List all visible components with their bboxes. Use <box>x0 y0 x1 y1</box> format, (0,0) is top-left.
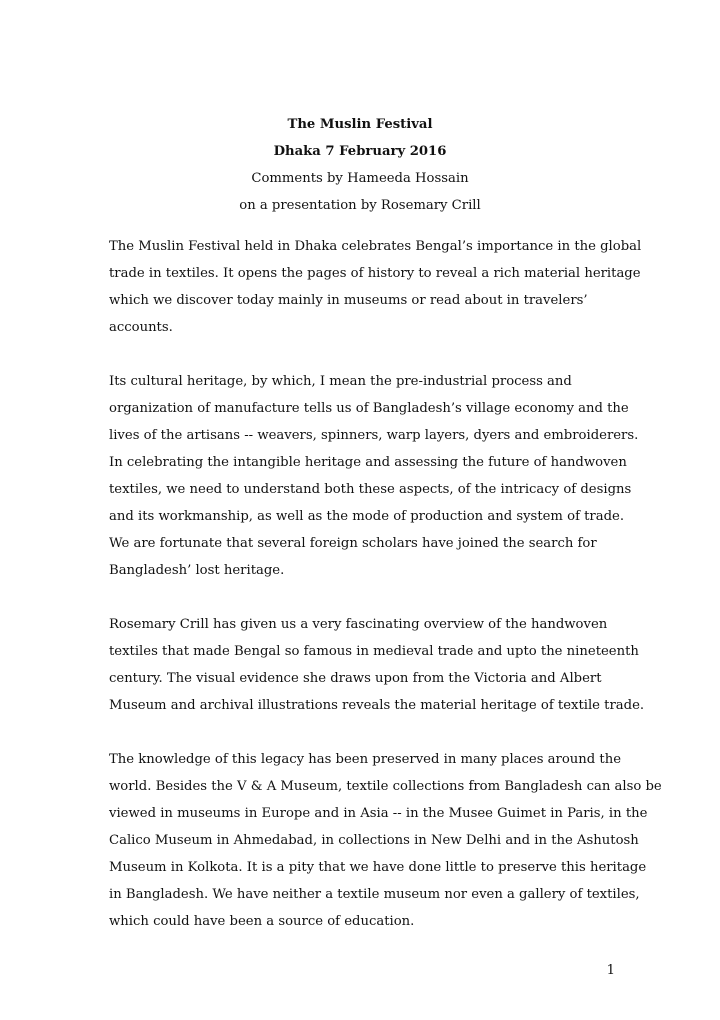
paragraph-line: accounts. <box>109 320 173 335</box>
paragraph-line: textiles that made Bengal so famous in medieval trade and upto the nineteenth <box>109 644 639 659</box>
document-header <box>0 111 720 219</box>
paragraph-line: in Bangladesh. We have neither a textile museum nor even a gallery of textiles, <box>109 887 640 902</box>
document-body <box>109 233 662 962</box>
paragraph-2 <box>109 368 639 584</box>
document-byline: Comments by Hameeda Hossain <box>251 171 469 186</box>
document-date: Dhaka 7 February 2016 <box>273 144 447 159</box>
paragraph-line: which we discover today mainly in museums or read about in travelers’ <box>109 293 588 308</box>
paragraph-line: Bangladesh’ lost heritage. <box>109 563 285 578</box>
paragraph-3 <box>109 611 645 719</box>
document-subtitle: on a presentation by Rosemary Crill <box>239 198 481 213</box>
paragraph-line: world. Besides the V & A Museum, textile collections from Bangladesh can also be <box>109 779 662 794</box>
paragraph-1 <box>109 233 642 341</box>
paragraph-line: Museum and archival illustrations reveals the material heritage of textile trade. <box>109 698 645 713</box>
paragraph-line: The Muslin Festival held in Dhaka celebrates Bengal’s importance in the global <box>109 239 642 254</box>
page-number: 1 <box>606 963 615 978</box>
paragraph-line: Museum in Kolkota. It is a pity that we have done little to preserve this heritage <box>109 860 647 875</box>
paragraph-line: The knowledge of this legacy has been preserved in many places around the <box>109 752 622 767</box>
paragraph-line: viewed in museums in Europe and in Asia -- in the Musee Guimet in Paris, in the <box>109 806 648 821</box>
paragraph-line: textiles, we need to understand both these aspects, of the intricacy of designs <box>109 482 632 497</box>
document-title: The Muslin Festival <box>287 117 433 132</box>
paragraph-line: trade in textiles. It opens the pages of history to reveal a rich material heritage <box>109 266 641 281</box>
paragraph-line: Its cultural heritage, by which, I mean the pre-industrial process and <box>109 374 572 389</box>
paragraph-4 <box>109 746 662 935</box>
paragraph-line: In celebrating the intangible heritage and assessing the future of handwoven <box>109 455 627 470</box>
paragraph-line: lives of the artisans -- weavers, spinners, warp layers, dyers and embroiderers. <box>109 428 639 443</box>
paragraph-line: which could have been a source of education. <box>109 914 415 929</box>
paragraph-line: organization of manufacture tells us of Bangladesh’s village economy and the <box>109 401 629 416</box>
paragraph-line: Rosemary Crill has given us a very fascinating overview of the handwoven <box>109 617 608 632</box>
paragraph-line: and its workmanship, as well as the mode of production and system of trade. <box>109 509 625 524</box>
paragraph-line: We are fortunate that several foreign scholars have joined the search for <box>109 536 597 551</box>
paragraph-line: Calico Museum in Ahmedabad, in collections in New Delhi and in the Ashutosh <box>109 833 639 848</box>
paragraph-line: century. The visual evidence she draws upon from the Victoria and Albert <box>109 671 602 686</box>
